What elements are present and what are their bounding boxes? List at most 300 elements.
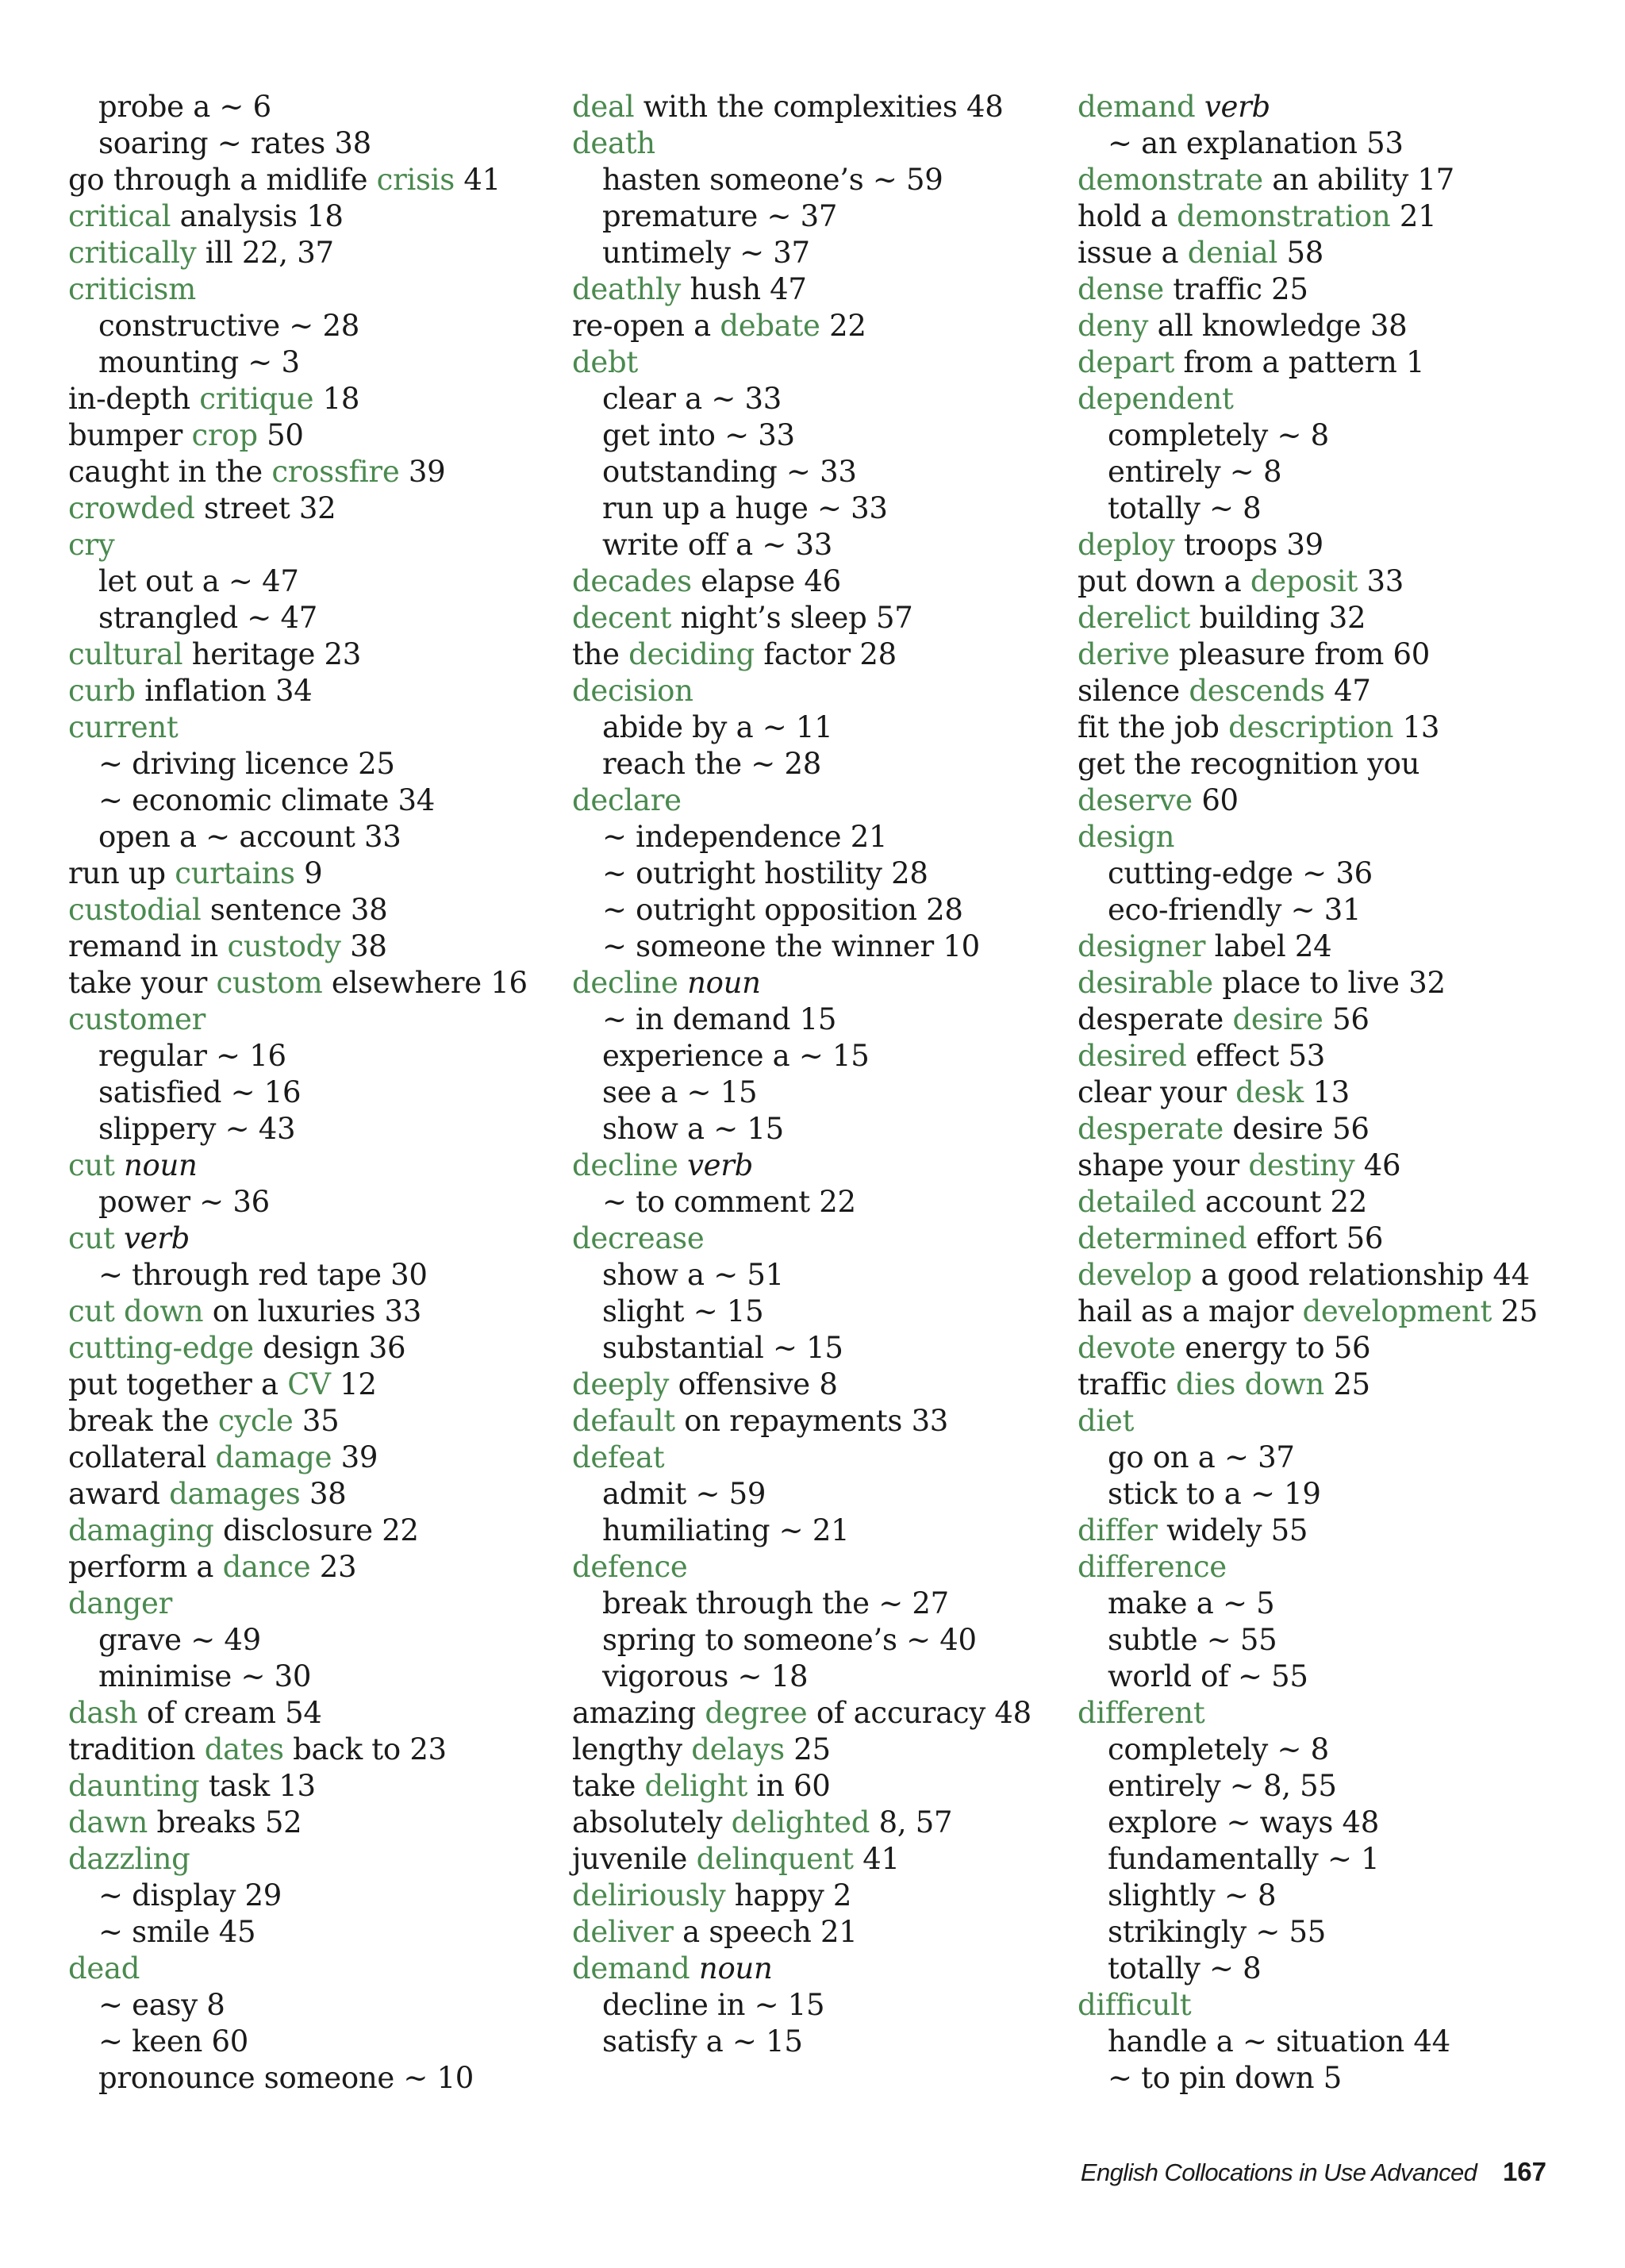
index-subentry bbox=[68, 1914, 528, 1951]
headword: cut down bbox=[68, 1294, 204, 1328]
index-entry bbox=[68, 162, 528, 198]
index-subentry bbox=[572, 527, 1031, 563]
index-entry bbox=[572, 344, 1031, 381]
entry-text: constructive ~ 28 bbox=[98, 309, 359, 343]
index-subentry bbox=[572, 490, 1031, 527]
index-entry bbox=[572, 1732, 1031, 1768]
entry-text: on repayments 33 bbox=[674, 1404, 949, 1438]
index-subentry bbox=[1078, 1732, 1538, 1768]
entry-text: ~ independence 21 bbox=[602, 820, 888, 854]
entry-text: 8, 57 bbox=[870, 1805, 953, 1839]
index-subentry bbox=[1078, 1878, 1538, 1914]
index-entry bbox=[68, 381, 528, 417]
entry-text: clear a ~ 33 bbox=[602, 382, 782, 416]
index-entry bbox=[572, 1878, 1031, 1914]
headword: dead bbox=[68, 1951, 140, 1985]
entry-text: spring to someone’s ~ 40 bbox=[602, 1623, 977, 1657]
entry-text: elapse 46 bbox=[691, 564, 841, 598]
entry-text: run up bbox=[68, 856, 175, 890]
part-of-speech: verb bbox=[687, 1148, 754, 1182]
index-subentry bbox=[68, 1038, 528, 1074]
entry-text: of accuracy 48 bbox=[807, 1696, 1031, 1730]
index-entry bbox=[1078, 1220, 1538, 1257]
index-entry bbox=[68, 1330, 528, 1367]
entry-text: effect 53 bbox=[1186, 1039, 1325, 1073]
index-subentry bbox=[68, 563, 528, 600]
entry-text: back to 23 bbox=[283, 1732, 447, 1766]
entry-text: troops 39 bbox=[1174, 528, 1323, 562]
index-subentry bbox=[572, 1074, 1031, 1111]
index-entry bbox=[572, 600, 1031, 636]
entry-text: ~ display 29 bbox=[98, 1878, 282, 1912]
index-entry bbox=[572, 1367, 1031, 1403]
index-subentry bbox=[572, 235, 1031, 271]
index-subentry bbox=[68, 1111, 528, 1147]
headword: difference bbox=[1078, 1550, 1227, 1584]
entry-text: award bbox=[68, 1477, 170, 1511]
entry-text: satisfied ~ 16 bbox=[98, 1075, 302, 1109]
index-entry bbox=[1078, 928, 1538, 965]
index-subentry bbox=[68, 1878, 528, 1914]
entry-text: 38 bbox=[300, 1477, 347, 1511]
entry-text: the bbox=[572, 637, 629, 671]
index-entry bbox=[68, 1695, 528, 1732]
index-subentry bbox=[1078, 454, 1538, 490]
entry-text: see a ~ 15 bbox=[602, 1075, 758, 1109]
headword: deposit bbox=[1250, 564, 1358, 598]
index-subentry bbox=[572, 1987, 1031, 2024]
entry-text: let out a ~ 47 bbox=[98, 564, 299, 598]
entry-text: probe a ~ 6 bbox=[98, 90, 271, 124]
index-entry bbox=[68, 673, 528, 709]
index-subentry bbox=[572, 819, 1031, 855]
index-entry bbox=[1078, 1549, 1538, 1586]
headword: desperate bbox=[1078, 1112, 1224, 1146]
index-entry bbox=[572, 308, 1031, 344]
headword: declare bbox=[572, 783, 682, 817]
index-entry bbox=[1078, 1695, 1538, 1732]
entry-text: night’s sleep 57 bbox=[671, 601, 913, 635]
headword: deploy bbox=[1078, 528, 1175, 562]
entry-text: satisfy a ~ 15 bbox=[602, 2024, 803, 2058]
index-entry bbox=[572, 1768, 1031, 1805]
entry-text: hold a bbox=[1078, 199, 1177, 233]
part-of-speech: verb bbox=[124, 1221, 190, 1255]
headword: custom bbox=[216, 966, 323, 1000]
index-subentry bbox=[572, 709, 1031, 746]
index-entry bbox=[68, 1841, 528, 1878]
index-entry bbox=[1078, 1074, 1538, 1111]
index-entry bbox=[1078, 1330, 1538, 1367]
index-entry bbox=[572, 1403, 1031, 1440]
index-entry bbox=[1078, 636, 1538, 673]
index-subentry bbox=[572, 1294, 1031, 1330]
entry-text: street 32 bbox=[194, 491, 336, 525]
part-of-speech: noun bbox=[124, 1148, 198, 1182]
index-entry bbox=[1078, 1257, 1538, 1294]
index-subentry bbox=[1078, 2024, 1538, 2060]
index-subentry bbox=[1078, 1622, 1538, 1659]
index-subentry bbox=[1078, 1914, 1538, 1951]
headword: damaging bbox=[68, 1513, 214, 1547]
index-subentry bbox=[1078, 1805, 1538, 1841]
entry-text: take your bbox=[68, 966, 217, 1000]
headword: description bbox=[1228, 710, 1394, 744]
index-subentry bbox=[1078, 490, 1538, 527]
entry-text: 47 bbox=[1324, 674, 1371, 708]
headword: design bbox=[1078, 820, 1175, 854]
index-subentry bbox=[572, 1513, 1031, 1549]
index-entry bbox=[68, 1586, 528, 1622]
index-subentry bbox=[68, 1622, 528, 1659]
entry-text: pronounce someone ~ 10 bbox=[98, 2061, 474, 2095]
headword: critique bbox=[199, 382, 314, 416]
headword: derelict bbox=[1078, 601, 1191, 635]
headword: current bbox=[68, 710, 179, 744]
index-subentry bbox=[1078, 417, 1538, 454]
entry-text: minimise ~ 30 bbox=[98, 1659, 312, 1693]
headword: deathly bbox=[572, 272, 681, 306]
entry-text: account 22 bbox=[1196, 1185, 1367, 1219]
entry-text: 25 bbox=[1323, 1367, 1370, 1401]
entry-text: get into ~ 33 bbox=[602, 418, 795, 452]
headword: default bbox=[572, 1404, 675, 1438]
entry-text: 21 bbox=[1390, 199, 1437, 233]
index-column-2 bbox=[572, 89, 1031, 2060]
index-subentry bbox=[1078, 2060, 1538, 2097]
entry-text: offensive 8 bbox=[669, 1367, 838, 1401]
index-entry bbox=[68, 1220, 528, 1257]
entry-text: slight ~ 15 bbox=[602, 1294, 764, 1328]
index-subentry bbox=[572, 892, 1031, 928]
headword: deny bbox=[1078, 309, 1149, 343]
entry-text: ~ through red tape 30 bbox=[98, 1258, 428, 1292]
index-entry bbox=[68, 1403, 528, 1440]
index-entry bbox=[68, 1805, 528, 1841]
entry-text: 12 bbox=[330, 1367, 377, 1401]
index-entry bbox=[68, 271, 528, 308]
index-subentry bbox=[68, 89, 528, 125]
index-column-1 bbox=[68, 89, 528, 2097]
index-subentry bbox=[1078, 1440, 1538, 1476]
index-entry bbox=[572, 125, 1031, 162]
entry-text: fundamentally ~ 1 bbox=[1108, 1842, 1380, 1876]
headword: differ bbox=[1078, 1513, 1158, 1547]
index-entry bbox=[68, 454, 528, 490]
headword: destiny bbox=[1248, 1148, 1355, 1182]
entry-text: show a ~ 15 bbox=[602, 1112, 784, 1146]
index-entry bbox=[572, 782, 1031, 819]
headword: custody bbox=[227, 929, 341, 963]
index-entry bbox=[1078, 271, 1538, 308]
entry-text: 35 bbox=[293, 1404, 340, 1438]
index-subentry bbox=[68, 819, 528, 855]
index-subentry bbox=[572, 855, 1031, 892]
headword: derive bbox=[1078, 637, 1170, 671]
entry-text bbox=[115, 1148, 124, 1182]
index-entry bbox=[68, 855, 528, 892]
entry-text: 23 bbox=[310, 1550, 357, 1584]
index-subentry bbox=[572, 2024, 1031, 2060]
entry-text bbox=[690, 1951, 698, 1985]
headword: daunting bbox=[68, 1769, 200, 1803]
index-entry bbox=[572, 1440, 1031, 1476]
entry-text: write off a ~ 33 bbox=[602, 528, 833, 562]
entry-text: effort 56 bbox=[1247, 1221, 1384, 1255]
headword: death bbox=[572, 126, 655, 160]
headword: dance bbox=[222, 1550, 311, 1584]
part-of-speech: verb bbox=[1204, 90, 1270, 124]
index-entry bbox=[68, 1951, 528, 1987]
entry-text: ~ an explanation 53 bbox=[1108, 126, 1404, 160]
headword: critically bbox=[68, 236, 197, 270]
index-entry bbox=[1078, 308, 1538, 344]
entry-text: 46 bbox=[1354, 1148, 1401, 1182]
headword: difficult bbox=[1078, 1988, 1192, 2022]
headword: dash bbox=[68, 1696, 138, 1730]
headword: decision bbox=[572, 674, 693, 708]
entry-text: with the complexities 48 bbox=[634, 90, 1004, 124]
entry-text: break through the ~ 27 bbox=[602, 1586, 949, 1620]
entry-text: 33 bbox=[1358, 564, 1404, 598]
entry-text: factor 28 bbox=[754, 637, 897, 671]
headword: deciding bbox=[628, 637, 755, 671]
index-entry bbox=[572, 1914, 1031, 1951]
entry-text: ~ driving licence 25 bbox=[98, 747, 395, 781]
index-subentry bbox=[1078, 125, 1538, 162]
index-subentry bbox=[572, 746, 1031, 782]
entry-text: totally ~ 8 bbox=[1108, 491, 1262, 525]
entry-text: perform a bbox=[68, 1550, 223, 1584]
entry-text: ill 22, 37 bbox=[196, 236, 334, 270]
entry-text: abide by a ~ 11 bbox=[602, 710, 833, 744]
index-entry bbox=[1078, 527, 1538, 563]
entry-text: 9 bbox=[294, 856, 323, 890]
entry-text: re-open a bbox=[572, 309, 720, 343]
entry-text: 25 bbox=[784, 1732, 831, 1766]
index-entry bbox=[1078, 344, 1538, 381]
index-entry bbox=[68, 1732, 528, 1768]
headword: deliriously bbox=[572, 1878, 726, 1912]
index-entry bbox=[572, 1951, 1031, 1987]
entry-text: strangled ~ 47 bbox=[98, 601, 317, 635]
entry-text bbox=[678, 1148, 687, 1182]
index-entry bbox=[1078, 673, 1538, 709]
headword: delighted bbox=[731, 1805, 870, 1839]
index-entry bbox=[68, 928, 528, 965]
entry-text: ~ keen 60 bbox=[98, 2024, 248, 2058]
index-subentry bbox=[572, 454, 1031, 490]
entry-text: break the bbox=[68, 1404, 218, 1438]
index-subentry bbox=[572, 1622, 1031, 1659]
entry-text: 22 bbox=[820, 309, 866, 343]
index-entry bbox=[1078, 1001, 1538, 1038]
index-subentry bbox=[572, 1111, 1031, 1147]
entry-text: power ~ 36 bbox=[98, 1185, 270, 1219]
headword: decent bbox=[572, 601, 672, 635]
index-subentry bbox=[572, 417, 1031, 454]
headword: debate bbox=[720, 309, 820, 343]
index-subentry bbox=[68, 1257, 528, 1294]
headword: dependent bbox=[1078, 382, 1234, 416]
index-subentry bbox=[68, 1987, 528, 2024]
index-column-3 bbox=[1078, 89, 1538, 2097]
headword: cutting-edge bbox=[68, 1331, 254, 1365]
entry-text: 50 bbox=[257, 418, 304, 452]
index-entry bbox=[1078, 381, 1538, 417]
headword: defeat bbox=[572, 1440, 665, 1474]
entry-text: mounting ~ 3 bbox=[98, 345, 300, 379]
headword: criticism bbox=[68, 272, 196, 306]
headword: defence bbox=[572, 1550, 688, 1584]
entry-text: heritage 23 bbox=[182, 637, 362, 671]
part-of-speech: noun bbox=[698, 1951, 773, 1985]
headword: determined bbox=[1078, 1221, 1247, 1255]
index-entry bbox=[1078, 1403, 1538, 1440]
entry-text: hasten someone’s ~ 59 bbox=[602, 163, 943, 197]
index-subentry bbox=[1078, 1659, 1538, 1695]
entry-text: 18 bbox=[313, 382, 360, 416]
entry-text: tradition bbox=[68, 1732, 205, 1766]
headword: different bbox=[1078, 1696, 1205, 1730]
entry-text: slippery ~ 43 bbox=[98, 1112, 296, 1146]
index-entry bbox=[572, 1805, 1031, 1841]
entry-text: show a ~ 51 bbox=[602, 1258, 784, 1292]
entry-text: slightly ~ 8 bbox=[1108, 1878, 1277, 1912]
entry-text: juvenile bbox=[572, 1842, 697, 1876]
entry-text: take bbox=[572, 1769, 645, 1803]
entry-text: substantial ~ 15 bbox=[602, 1331, 843, 1365]
entry-text: ~ outright opposition 28 bbox=[602, 893, 963, 927]
index-entry bbox=[68, 417, 528, 454]
entry-text: energy to 56 bbox=[1175, 1331, 1371, 1365]
index-entry bbox=[1078, 709, 1538, 746]
entry-text: in 60 bbox=[747, 1769, 831, 1803]
index-subentry bbox=[1078, 1951, 1538, 1987]
index-subentry bbox=[68, 600, 528, 636]
index-entry bbox=[68, 490, 528, 527]
entry-text: world of ~ 55 bbox=[1108, 1659, 1308, 1693]
entry-text: 38 bbox=[340, 929, 387, 963]
entry-text: 60 bbox=[1192, 783, 1239, 817]
entry-text: task 13 bbox=[199, 1769, 316, 1803]
index-subentry bbox=[572, 928, 1031, 965]
entry-text bbox=[678, 966, 687, 1000]
index-subentry bbox=[68, 308, 528, 344]
entry-text: humiliating ~ 21 bbox=[602, 1513, 850, 1547]
entry-text: silence bbox=[1078, 674, 1189, 708]
entry-text: soaring ~ rates 38 bbox=[98, 126, 371, 160]
headword: development bbox=[1302, 1294, 1492, 1328]
headword: curb bbox=[68, 674, 136, 708]
entry-text: subtle ~ 55 bbox=[1108, 1623, 1277, 1657]
index-entry bbox=[68, 198, 528, 235]
index-entry bbox=[572, 965, 1031, 1001]
index-subentry bbox=[572, 1330, 1031, 1367]
index-entry bbox=[1078, 89, 1538, 125]
entry-text: in-depth bbox=[68, 382, 200, 416]
index-subentry bbox=[68, 746, 528, 782]
headword: descends bbox=[1189, 674, 1325, 708]
entry-text: ~ to comment 22 bbox=[602, 1185, 856, 1219]
index-subentry bbox=[68, 2060, 528, 2097]
entry-text bbox=[115, 1221, 124, 1255]
index-subentry bbox=[68, 1184, 528, 1220]
entry-text: lengthy bbox=[572, 1732, 692, 1766]
page-number: 167 bbox=[1502, 2157, 1546, 2186]
headword: delays bbox=[691, 1732, 785, 1766]
entry-text: all knowledge 38 bbox=[1148, 309, 1408, 343]
entry-text: 25 bbox=[1492, 1294, 1539, 1328]
entry-text: of cream 54 bbox=[137, 1696, 322, 1730]
entry-text: hail as a major bbox=[1078, 1294, 1303, 1328]
entry-text: 39 bbox=[332, 1440, 378, 1474]
index-subentry bbox=[572, 1257, 1031, 1294]
index-entry bbox=[1078, 198, 1538, 235]
headword: customer bbox=[68, 1002, 206, 1036]
entry-text: an ability 17 bbox=[1262, 163, 1454, 197]
entry-text: admit ~ 59 bbox=[602, 1477, 766, 1511]
entry-text: decline in ~ 15 bbox=[602, 1988, 825, 2022]
entry-text: collateral bbox=[68, 1440, 216, 1474]
entry-text: issue a bbox=[1078, 236, 1188, 270]
entry-text: traffic bbox=[1078, 1367, 1176, 1401]
index-entry bbox=[572, 89, 1031, 125]
index-entry bbox=[1078, 1513, 1538, 1549]
index-entry bbox=[68, 1440, 528, 1476]
entry-text: handle a ~ situation 44 bbox=[1108, 2024, 1450, 2058]
headword: dates bbox=[204, 1732, 284, 1766]
headword: delight bbox=[644, 1769, 748, 1803]
headword: demand bbox=[1078, 90, 1196, 124]
entry-text: shape your bbox=[1078, 1148, 1249, 1182]
entry-text: design 36 bbox=[253, 1331, 406, 1365]
entry-text: premature ~ 37 bbox=[602, 199, 838, 233]
index-subentry bbox=[572, 1659, 1031, 1695]
entry-text: elsewhere 16 bbox=[322, 966, 528, 1000]
entry-text bbox=[1195, 90, 1204, 124]
entry-text: ~ easy 8 bbox=[98, 1988, 225, 2022]
index-entry bbox=[1078, 1184, 1538, 1220]
index-entry bbox=[68, 965, 528, 1001]
entry-text: caught in the bbox=[68, 455, 272, 489]
headword: cry bbox=[68, 528, 115, 562]
index-entry bbox=[68, 636, 528, 673]
entry-text: untimely ~ 37 bbox=[602, 236, 810, 270]
index-subentry bbox=[1078, 1476, 1538, 1513]
page-footer bbox=[1081, 2157, 1546, 2187]
index-subentry bbox=[68, 1659, 528, 1695]
index-subentry bbox=[68, 1074, 528, 1111]
headword: detailed bbox=[1078, 1185, 1197, 1219]
headword: develop bbox=[1078, 1258, 1193, 1292]
entry-text: open a ~ account 33 bbox=[98, 820, 401, 854]
index-entry bbox=[68, 1476, 528, 1513]
headword: crowded bbox=[68, 491, 195, 525]
headword: desirable bbox=[1078, 966, 1213, 1000]
headword: damage bbox=[215, 1440, 332, 1474]
index-entry bbox=[1078, 1987, 1538, 2024]
entry-text: clear your bbox=[1078, 1075, 1236, 1109]
index-entry bbox=[572, 1220, 1031, 1257]
entry-text: 39 bbox=[399, 455, 446, 489]
headword: diet bbox=[1078, 1404, 1135, 1438]
headword: cycle bbox=[217, 1404, 294, 1438]
entry-text: experience a ~ 15 bbox=[602, 1039, 870, 1073]
entry-text: completely ~ 8 bbox=[1108, 1732, 1329, 1766]
index-entry bbox=[68, 235, 528, 271]
entry-text: ~ outright hostility 28 bbox=[602, 856, 928, 890]
